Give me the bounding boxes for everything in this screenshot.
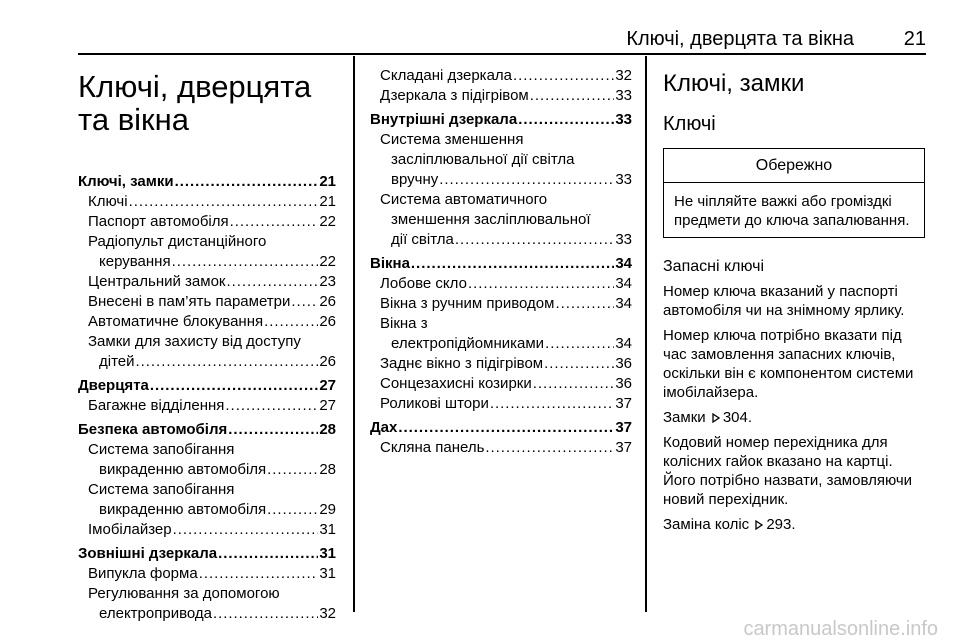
toc-entry[interactable] xyxy=(78,312,336,332)
toc-page-number: 27 xyxy=(319,397,336,414)
caution-text: Не чіпляйте важкі або громіздкі предмети до ключа запалювання. xyxy=(674,193,910,229)
toc-entry[interactable] xyxy=(370,314,632,334)
dot-leader xyxy=(544,354,614,374)
toc-entry-text: Внутрішні дзеркала xyxy=(370,111,518,128)
header-rule xyxy=(78,53,926,55)
toc-page-number: 37 xyxy=(615,419,632,436)
table-of-contents-continued xyxy=(370,66,632,458)
toc-entry[interactable] xyxy=(370,150,632,170)
toc-entry-text: Автоматичне блокування xyxy=(88,313,264,330)
toc-entry-text: Центральний замок xyxy=(88,273,226,290)
toc-page-number: 34 xyxy=(615,255,632,272)
toc-entry-text: Регулювання за допомогою xyxy=(88,585,280,602)
toc-entry[interactable] xyxy=(78,604,336,624)
toc-entry-text: зменшення засліплювальної xyxy=(391,211,591,228)
toc-entry[interactable] xyxy=(370,230,632,250)
toc-page-number: 28 xyxy=(319,421,336,438)
toc-column-2 xyxy=(370,56,632,458)
caution-box xyxy=(663,148,925,238)
toc-entry-text: дії світла xyxy=(391,231,454,248)
toc-entry-text: електропривода xyxy=(99,605,212,622)
watermark: carmanualsonline.info xyxy=(743,618,938,640)
toc-section[interactable] xyxy=(78,544,336,564)
dot-leader xyxy=(267,500,318,520)
page-reference-icon xyxy=(711,413,721,423)
toc-entry-text: дітей xyxy=(99,353,135,370)
dot-leader xyxy=(455,230,614,250)
dot-leader xyxy=(468,274,614,294)
toc-entry[interactable] xyxy=(78,584,336,604)
page-header xyxy=(78,24,926,54)
toc-entry[interactable] xyxy=(78,252,336,272)
dot-leader xyxy=(490,394,614,414)
toc-entry-text: Заднє вікно з підігрівом xyxy=(380,355,544,372)
dot-leader xyxy=(264,312,318,332)
toc-entry-text: керування xyxy=(99,253,171,270)
toc-page-number: 26 xyxy=(319,353,336,370)
toc-entry[interactable] xyxy=(78,564,336,584)
toc-page-number: 34 xyxy=(615,335,632,352)
paragraph: Номер ключа потрібно вказати під час замовлення запасних ключів, оскільки він є компонентом системи імобілайзера. xyxy=(663,327,914,401)
toc-entry[interactable] xyxy=(78,272,336,292)
toc-entry[interactable] xyxy=(370,210,632,230)
reference-page: 304. xyxy=(722,409,753,426)
toc-section[interactable] xyxy=(370,254,632,274)
toc-page-number: 31 xyxy=(319,521,336,538)
toc-page-number: 32 xyxy=(615,67,632,84)
toc-entry[interactable] xyxy=(370,438,632,458)
dot-leader xyxy=(518,110,614,130)
column-divider xyxy=(353,56,355,612)
toc-page-number: 31 xyxy=(319,545,336,562)
toc-entry-text: Роликові штори xyxy=(380,395,489,412)
dot-leader xyxy=(172,252,319,272)
toc-entry-text: Замки для захисту від доступу xyxy=(88,333,301,350)
toc-entry-text: Система зменшення xyxy=(380,131,524,148)
dot-leader xyxy=(228,420,318,440)
toc-entry-text: Лобове скло xyxy=(380,275,467,292)
dot-leader xyxy=(213,604,318,624)
toc-entry-text: Вікна з ручним приводом xyxy=(380,295,555,312)
spare-keys-heading: Запасні ключі xyxy=(663,258,765,275)
toc-entry[interactable] xyxy=(370,334,632,354)
toc-entry-text: Радіопульт дистанційного xyxy=(88,233,267,250)
toc-page-number: 33 xyxy=(615,111,632,128)
toc-column-1 xyxy=(78,56,336,624)
dot-leader xyxy=(545,334,614,354)
toc-page-number: 36 xyxy=(615,375,632,392)
dot-leader xyxy=(398,418,614,438)
toc-entry-text: Система запобігання xyxy=(88,481,235,498)
toc-page-number: 32 xyxy=(319,605,336,622)
toc-entry-text: електропідйомниками xyxy=(391,335,545,352)
toc-entry-text: Ключі, замки xyxy=(78,173,174,190)
toc-entry-text: Сонцезахисні козирки xyxy=(380,375,532,392)
dot-leader xyxy=(291,292,318,312)
dot-leader xyxy=(411,254,614,274)
toc-page-number: 26 xyxy=(319,293,336,310)
toc-page-number: 21 xyxy=(319,193,336,210)
toc-page-number: 36 xyxy=(615,355,632,372)
toc-entry[interactable] xyxy=(370,66,632,86)
toc-entry-text: Паспорт автомобіля xyxy=(88,213,229,230)
toc-entry-text: Скляна панель xyxy=(380,439,485,456)
toc-entry[interactable] xyxy=(370,354,632,374)
paragraph: Кодовий номер перехідника для колісних гайок вказано на картці. Його потрібно назвати, замовляючи новий перехідник. xyxy=(663,434,913,508)
toc-page-number: 21 xyxy=(319,173,336,190)
toc-entry-text: Система автоматичного xyxy=(380,191,548,208)
dot-leader xyxy=(227,272,319,292)
toc-entry[interactable] xyxy=(78,460,336,480)
dot-leader xyxy=(173,520,319,540)
dot-leader xyxy=(439,170,614,190)
toc-entry[interactable] xyxy=(370,274,632,294)
toc-entry[interactable] xyxy=(370,374,632,394)
toc-section[interactable] xyxy=(78,172,336,192)
toc-entry[interactable] xyxy=(78,500,336,520)
content-column xyxy=(663,56,925,540)
dot-leader xyxy=(129,192,319,212)
toc-page-number: 33 xyxy=(615,231,632,248)
page-number: 21 xyxy=(903,28,926,50)
toc-entry-text: Зовнішні дзеркала xyxy=(78,545,218,562)
chapter-title: Ключі, дверцята та вікна xyxy=(78,69,312,137)
toc-entry[interactable] xyxy=(370,170,632,190)
running-title: Ключі, дверцята та вікна xyxy=(626,28,854,50)
dot-leader xyxy=(267,460,318,480)
toc-page-number: 22 xyxy=(319,213,336,230)
toc-entry[interactable] xyxy=(370,190,632,210)
dot-leader xyxy=(485,438,614,458)
column-divider xyxy=(645,56,647,612)
toc-page-number: 34 xyxy=(615,295,632,312)
toc-page-number: 33 xyxy=(615,87,632,104)
toc-entry-text: Внесені в пам’ять параметри xyxy=(88,293,291,310)
dot-leader xyxy=(530,86,615,106)
dot-leader xyxy=(225,396,318,416)
cross-reference[interactable] xyxy=(663,408,925,427)
caution-title: Обережно xyxy=(664,149,924,183)
dot-leader xyxy=(136,352,319,372)
toc-entry[interactable] xyxy=(78,396,336,416)
page-reference-icon xyxy=(754,520,764,530)
toc-entry[interactable] xyxy=(370,394,632,414)
paragraph: Номер ключа вказаний у паспорті автомобіля чи на знімному ярлику. xyxy=(663,283,905,319)
toc-section[interactable] xyxy=(78,420,336,440)
toc-entry-text: викраденню автомобіля xyxy=(99,461,267,478)
reference-label: Замки xyxy=(663,409,706,426)
dot-leader xyxy=(199,564,319,584)
toc-page-number: 27 xyxy=(319,377,336,394)
toc-entry-text: Багажне відділення xyxy=(88,397,225,414)
toc-entry[interactable] xyxy=(78,292,336,312)
cross-reference[interactable] xyxy=(663,515,925,534)
toc-entry[interactable] xyxy=(78,440,336,460)
toc-entry-text: Система запобігання xyxy=(88,441,235,458)
toc-section[interactable] xyxy=(370,418,632,438)
toc-entry[interactable] xyxy=(78,480,336,500)
toc-entry[interactable] xyxy=(370,86,632,106)
toc-page-number: 37 xyxy=(615,395,632,412)
reference-page: 293. xyxy=(766,516,796,533)
toc-entry-text: викраденню автомобіля xyxy=(99,501,267,518)
toc-section[interactable] xyxy=(78,376,336,396)
toc-page-number: 33 xyxy=(615,171,632,188)
section-title: Ключі, замки xyxy=(663,70,805,97)
toc-page-number: 29 xyxy=(319,501,336,518)
toc-entry[interactable] xyxy=(78,232,336,252)
toc-entry-text: Імобілайзер xyxy=(88,521,172,538)
toc-entry-text: Безпека автомобіля xyxy=(78,421,228,438)
toc-entry-text: Ключі xyxy=(88,193,128,210)
toc-page-number: 22 xyxy=(319,253,336,270)
toc-page-number: 26 xyxy=(319,313,336,330)
table-of-contents xyxy=(78,172,336,624)
dot-leader xyxy=(555,294,614,314)
toc-page-number: 34 xyxy=(615,275,632,292)
toc-entry-text: Вікна xyxy=(370,255,410,272)
toc-entry-text: Дзеркала з підігрівом xyxy=(380,87,529,104)
toc-entry-text: засліплювальної дії світла xyxy=(391,151,575,168)
dot-leader xyxy=(150,376,318,396)
dot-leader xyxy=(218,544,318,564)
toc-entry[interactable] xyxy=(78,212,336,232)
toc-entry[interactable] xyxy=(78,352,336,372)
toc-entry[interactable] xyxy=(370,130,632,150)
toc-entry-text: Дах xyxy=(370,419,398,436)
toc-page-number: 23 xyxy=(319,273,336,290)
toc-entry[interactable] xyxy=(78,332,336,352)
toc-entry-text: вручну xyxy=(391,171,439,188)
toc-page-number: 37 xyxy=(615,439,632,456)
toc-entry[interactable] xyxy=(370,294,632,314)
dot-leader xyxy=(230,212,319,232)
toc-entry-text: Складані дзеркала xyxy=(380,67,513,84)
toc-page-number: 31 xyxy=(319,565,336,582)
toc-entry[interactable] xyxy=(78,192,336,212)
toc-page-number: 28 xyxy=(319,461,336,478)
toc-entry-text: Дверцята xyxy=(78,377,149,394)
subsection-title: Ключі xyxy=(663,113,716,135)
toc-section[interactable] xyxy=(370,110,632,130)
toc-entry-text: Випукла форма xyxy=(88,565,198,582)
toc-entry-text: Вікна з xyxy=(380,315,428,332)
dot-leader xyxy=(175,172,319,192)
toc-entry[interactable] xyxy=(78,520,336,540)
reference-label: Заміна коліс xyxy=(663,516,750,533)
dot-leader xyxy=(513,66,614,86)
dot-leader xyxy=(533,374,615,394)
